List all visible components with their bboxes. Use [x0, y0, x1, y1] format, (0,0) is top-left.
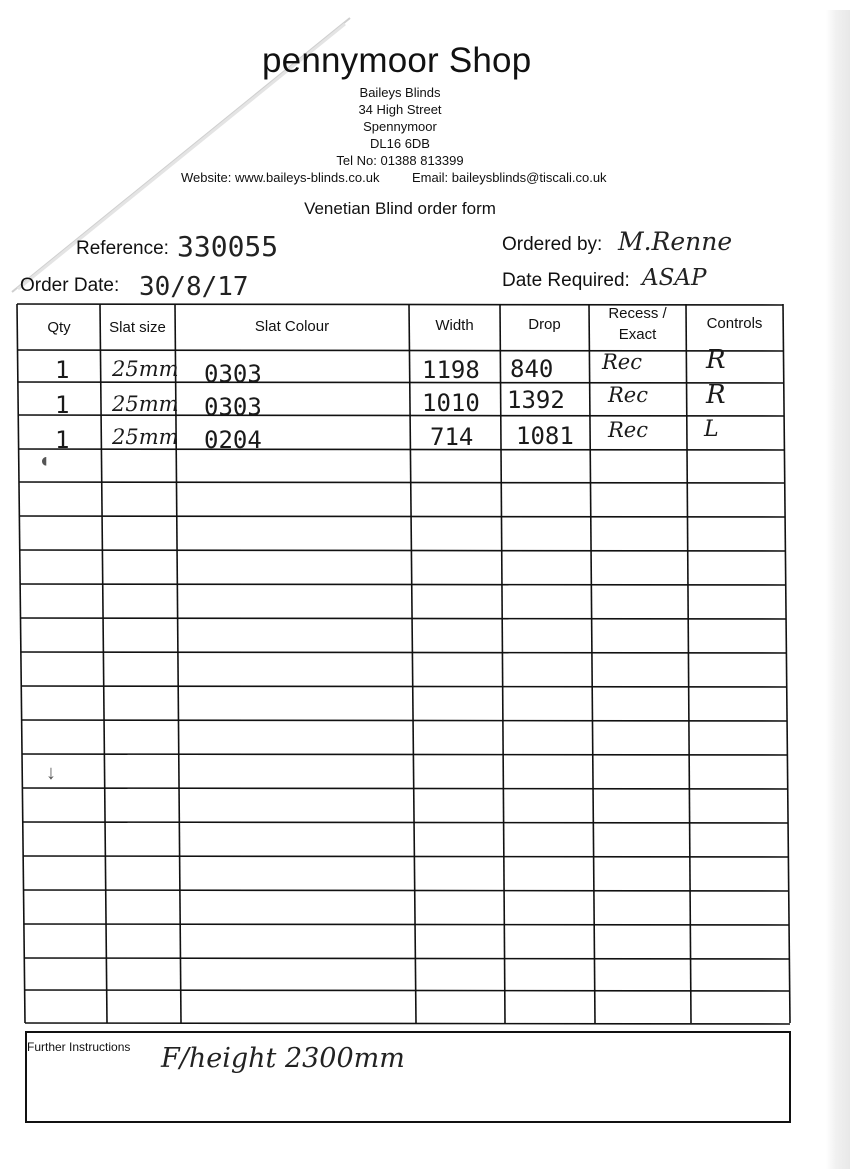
table-row-line — [19, 516, 785, 517]
town: Spennymoor — [363, 119, 437, 134]
table-row-line — [22, 720, 787, 721]
date-required-label: Date Required: — [502, 270, 630, 291]
table-column-line — [500, 304, 505, 1023]
table-column-line — [100, 304, 107, 1023]
table-row-line — [22, 754, 787, 755]
row2-colour: 0303 — [204, 393, 262, 421]
table-row-line — [20, 550, 786, 551]
row2-controls: R — [706, 380, 726, 410]
table-row-line — [25, 990, 790, 991]
table-column-line — [589, 304, 595, 1023]
row3-colour: 0204 — [204, 426, 262, 454]
table-column-line — [17, 304, 25, 1023]
row1-slat-size: 25mm — [112, 357, 179, 381]
header-exact: Exact — [618, 326, 657, 343]
email: Email: baileysblinds@tiscali.co.uk — [412, 170, 607, 185]
table-column-line — [783, 304, 790, 1023]
row3-drop: 1081 — [516, 422, 574, 450]
header-recess: Recess / — [608, 305, 667, 322]
table-row-line — [24, 924, 789, 925]
order-date-value: 30/8/17 — [139, 272, 249, 302]
table-row-line — [23, 856, 788, 857]
table-column-line — [686, 304, 691, 1023]
row2-slat-size: 25mm — [112, 392, 179, 416]
further-instructions-label: Further Instructions — [27, 1040, 131, 1054]
row1-controls: R — [706, 345, 726, 375]
row1-drop: 840 — [510, 355, 554, 383]
header-controls: Controls — [706, 315, 763, 332]
row1-qty: 1 — [55, 356, 70, 384]
row3-slat-size: 25mm — [112, 425, 179, 449]
row1-width: 1198 — [422, 356, 480, 384]
reference-value: 330055 — [177, 230, 279, 263]
header-drop: Drop — [528, 316, 561, 333]
row2-width: 1010 — [422, 389, 480, 417]
shop-title: pennymoor Shop — [262, 41, 532, 80]
table-row-line — [19, 449, 785, 450]
table-row-line — [21, 652, 787, 653]
row3-qty: 1 — [55, 426, 70, 454]
ordered-by-label: Ordered by: — [502, 234, 603, 255]
table-row-line — [24, 958, 789, 959]
table-row-line — [25, 1023, 790, 1024]
header-width: Width — [435, 317, 474, 334]
table-row-line — [24, 890, 789, 891]
table-column-line — [409, 304, 416, 1023]
order-date-label: Order Date: — [20, 275, 120, 296]
punch-hole-icon: ◖ — [38, 450, 51, 472]
row1-colour: 0303 — [204, 360, 262, 388]
row2-recess: Rec — [608, 383, 649, 407]
row3-width: 714 — [430, 423, 474, 451]
table-row-line — [20, 584, 786, 585]
header-slat-size: Slat size — [109, 319, 166, 336]
telephone: Tel No: 01388 813399 — [336, 153, 464, 168]
table-row-line — [18, 350, 784, 351]
website: Website: www.baileys-blinds.co.uk — [181, 170, 380, 185]
table-row-line — [18, 382, 784, 383]
ordered-by-value: M.Renne — [618, 227, 733, 256]
date-required-value: ASAP — [642, 265, 707, 291]
row3-recess: Rec — [608, 418, 649, 442]
row3-controls: L — [704, 417, 719, 442]
company-name: Baileys Blinds — [359, 85, 441, 100]
street-address: 34 High Street — [358, 102, 442, 117]
row2-drop: 1392 — [507, 386, 565, 414]
further-instructions-value: F/height 2300mm — [161, 1043, 405, 1074]
header-slat-colour: Slat Colour — [254, 318, 330, 335]
row2-qty: 1 — [55, 391, 70, 419]
reference-label: Reference: — [76, 238, 169, 259]
table-row-line — [22, 788, 787, 789]
table-row-line — [20, 618, 786, 619]
header-qty: Qty — [47, 319, 71, 336]
postcode: DL16 6DB — [370, 136, 430, 151]
further-instructions-box — [25, 1031, 791, 1123]
row1-recess: Rec — [602, 350, 643, 374]
table-row-line — [23, 822, 788, 823]
punch-hole-icon: ↓ — [46, 762, 56, 784]
table-row-line — [19, 482, 785, 483]
table-row-line — [21, 686, 786, 687]
form-title: Venetian Blind order form — [304, 199, 496, 218]
